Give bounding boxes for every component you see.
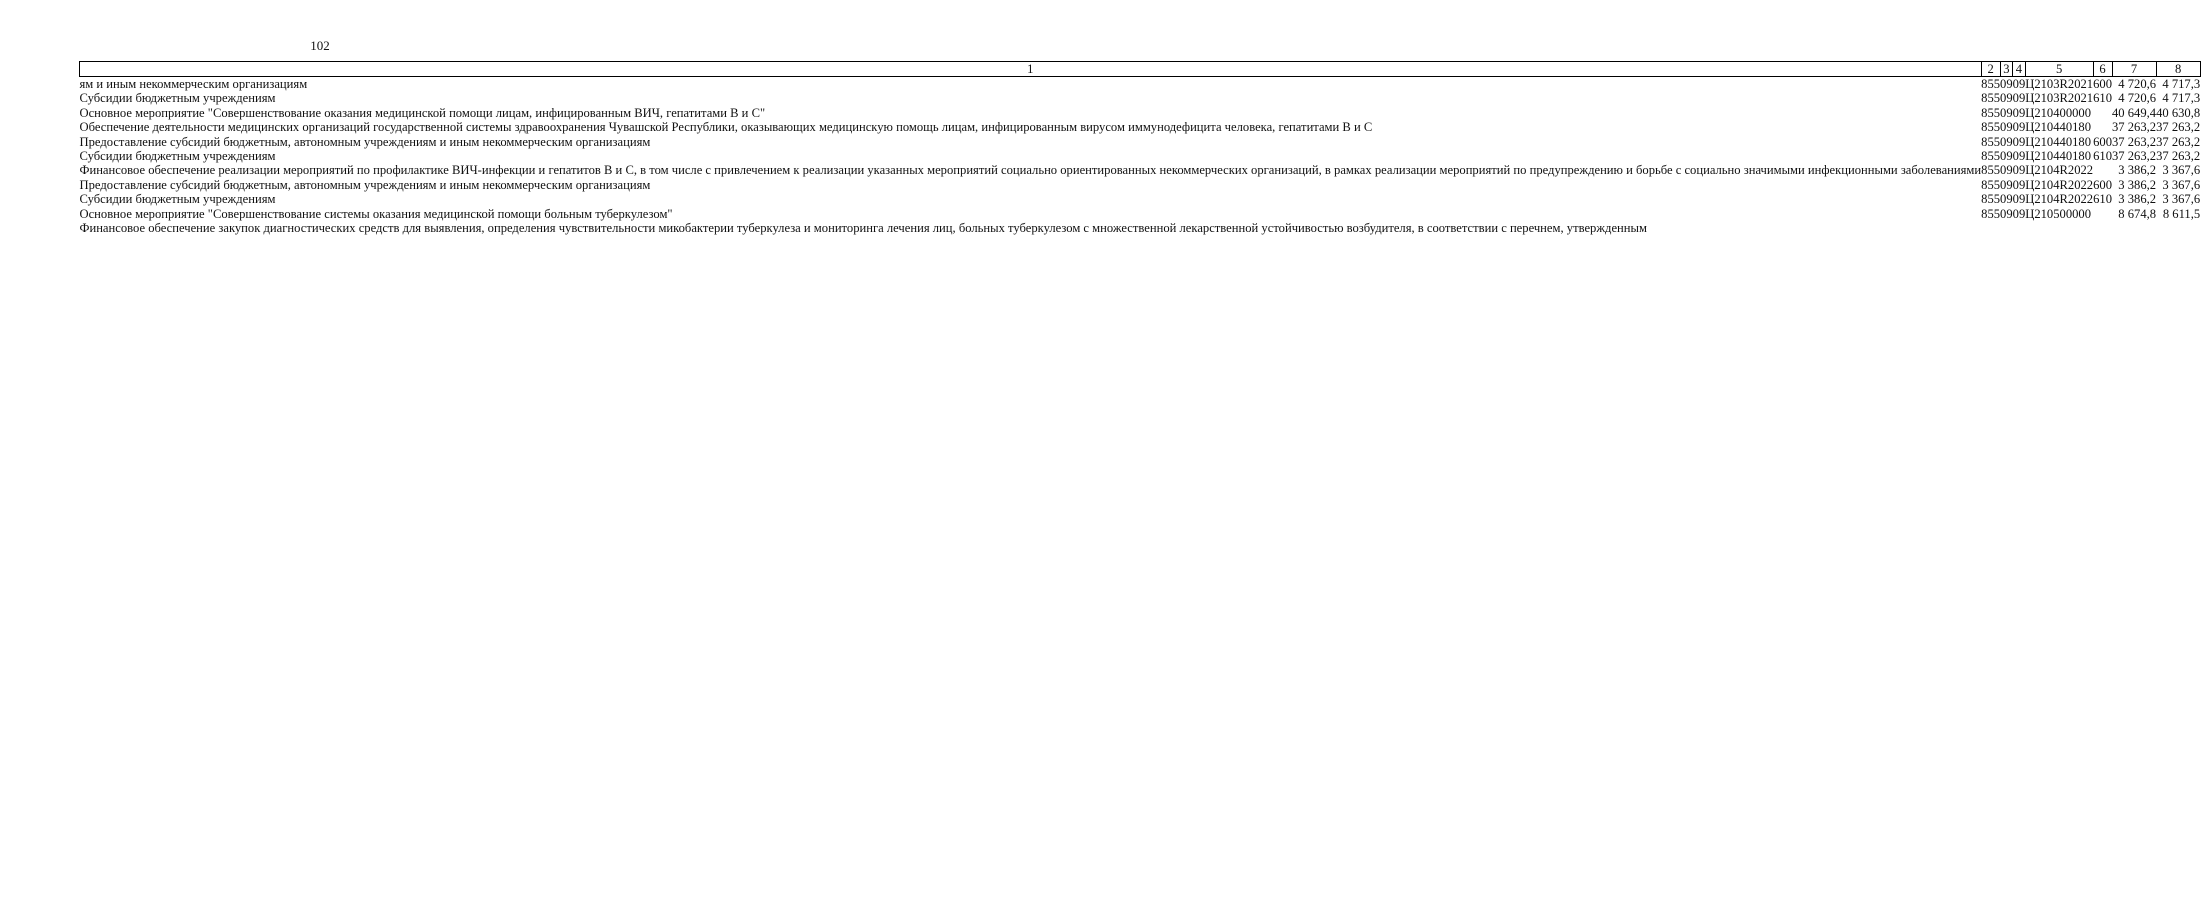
row-section: 09 xyxy=(2000,134,2013,149)
row-ministry: 855 xyxy=(1981,105,2001,120)
row-section: 09 xyxy=(2000,91,2013,106)
row-name: Основное мероприятие "Совершенствование оказания медицинской помощи лицам, инфицированным ВИЧ, гепатитами В и С" xyxy=(79,105,766,120)
header-col-2: 2 xyxy=(1981,62,2000,77)
header-col-5: 5 xyxy=(2025,62,2093,77)
row-plan-amount: 37 263,2 xyxy=(2112,134,2157,149)
row-target-code: Ц2103R2021 xyxy=(2025,77,2094,91)
row-subsection: 09 xyxy=(2012,192,2026,207)
row-target-code: Ц2104R2022 xyxy=(2025,192,2094,207)
row-ministry: 855 xyxy=(1981,91,2001,106)
row-expense-type: 610 xyxy=(2093,149,2112,164)
row-expense-type xyxy=(2093,106,2112,120)
row-subsection: 09 xyxy=(2012,105,2026,120)
table-row xyxy=(80,135,2201,149)
row-subsection: 09 xyxy=(2012,206,2026,221)
row-plan-amount: 3 386,2 xyxy=(2118,163,2157,178)
table-row xyxy=(80,178,2201,192)
table-row xyxy=(80,163,2201,177)
row-ministry: 855 xyxy=(1981,206,2001,221)
row-ministry: 855 xyxy=(1981,163,2001,178)
row-name: Предоставление субсидий бюджетным, автономным учреждениям и иным некоммерческим организациям xyxy=(79,177,651,192)
row-actual-amount: 37 263,2 xyxy=(2156,134,2201,149)
row-expense-type: 600 xyxy=(2093,134,2112,149)
header-col-7: 7 xyxy=(2112,62,2156,77)
row-plan-amount: 4 720,6 xyxy=(2118,91,2157,106)
row-expense-type xyxy=(2093,163,2112,177)
header-col-6: 6 xyxy=(2093,62,2112,77)
row-subsection: 09 xyxy=(2012,177,2026,192)
row-target-code: Ц210400000 xyxy=(2025,105,2092,120)
row-name: ям и иным некоммерческим организациям xyxy=(79,77,308,91)
row-section: 09 xyxy=(2000,177,2013,192)
row-actual-amount: 4 717,3 xyxy=(2162,77,2201,91)
row-name: Предоставление субсидий бюджетным, автономным учреждениям и иным некоммерческим организациям xyxy=(79,134,651,149)
row-name: Субсидии бюджетным учреждениям xyxy=(79,91,276,106)
table-header-row xyxy=(80,62,2201,77)
table-row xyxy=(80,91,2201,105)
row-subsection: 09 xyxy=(2012,149,2026,164)
row-actual-amount: 40 630,8 xyxy=(2156,105,2201,120)
row-target-code: Ц2104R2022 xyxy=(2025,177,2094,192)
row-target-code: Ц210440180 xyxy=(2025,134,2092,149)
row-ministry: 855 xyxy=(1981,120,2001,135)
row-section: 09 xyxy=(2000,105,2013,120)
row-target-code xyxy=(2025,221,2093,235)
row-subsection: 09 xyxy=(2012,163,2026,178)
table-row xyxy=(80,106,2201,120)
row-actual-amount xyxy=(2156,221,2200,235)
row-ministry xyxy=(1981,221,2000,235)
row-plan-amount: 4 720,6 xyxy=(2118,77,2157,91)
row-target-code: Ц210440180 xyxy=(2025,120,2092,135)
table-row xyxy=(80,192,2201,206)
row-subsection: 09 xyxy=(2012,120,2026,135)
row-section: 09 xyxy=(2000,120,2013,135)
row-actual-amount: 3 367,6 xyxy=(2162,192,2201,207)
row-name: Основное мероприятие "Совершенствование системы оказания медицинской помощи больным туберкулезом" xyxy=(79,206,673,221)
row-plan-amount: 3 386,2 xyxy=(2118,177,2157,192)
row-subsection: 09 xyxy=(2012,91,2026,106)
row-actual-amount: 3 367,6 xyxy=(2162,177,2201,192)
table-row xyxy=(80,77,2201,92)
row-expense-type: 610 xyxy=(2093,91,2112,106)
row-target-code: Ц210440180 xyxy=(2025,149,2092,164)
page-number: 102 xyxy=(310,38,330,53)
table-row xyxy=(80,207,2201,221)
row-expense-type: 600 xyxy=(2093,77,2112,91)
header-col-1: 1 xyxy=(80,62,1982,77)
row-section: 09 xyxy=(2000,206,2013,221)
row-name: Субсидии бюджетным учреждениям xyxy=(79,149,276,164)
row-name: Обеспечение деятельности медицинских организаций государственной системы здравоохранения Чувашской Республики, оказывающих медицинскую помощь лицам, инфицированным вирусом иммунодефицита человека, гепатитами В и С xyxy=(79,120,1373,135)
row-actual-amount: 37 263,2 xyxy=(2156,149,2201,164)
budget-table xyxy=(79,61,2201,235)
row-ministry: 855 xyxy=(1981,77,2001,91)
row-actual-amount: 3 367,6 xyxy=(2162,163,2201,178)
header-col-8: 8 xyxy=(2156,62,2200,77)
row-section: 09 xyxy=(2000,192,2013,207)
row-target-code: Ц2104R2022 xyxy=(2025,163,2094,178)
row-plan-amount xyxy=(2112,221,2156,235)
row-actual-amount: 8 611,5 xyxy=(2162,206,2201,221)
table-row xyxy=(80,149,2201,163)
row-plan-amount: 8 674,8 xyxy=(2118,206,2157,221)
row-section: 09 xyxy=(2000,149,2013,164)
header-col-4: 4 xyxy=(2013,62,2026,77)
row-plan-amount: 3 386,2 xyxy=(2118,192,2157,207)
row-actual-amount: 4 717,3 xyxy=(2162,91,2201,106)
row-target-code: Ц2103R2021 xyxy=(2025,91,2094,106)
row-subsection xyxy=(2013,221,2026,235)
row-section: 09 xyxy=(2000,77,2013,91)
row-plan-amount: 37 263,2 xyxy=(2112,149,2157,164)
row-expense-type: 610 xyxy=(2093,192,2112,207)
header-col-3: 3 xyxy=(2000,62,2013,77)
row-actual-amount: 37 263,2 xyxy=(2156,120,2201,135)
row-name: Субсидии бюджетным учреждениям xyxy=(79,192,276,207)
row-ministry: 855 xyxy=(1981,149,2001,164)
row-section: 09 xyxy=(2000,163,2013,178)
table-row xyxy=(80,120,2201,134)
row-ministry: 855 xyxy=(1981,134,2001,149)
row-section xyxy=(2000,221,2013,235)
row-expense-type: 600 xyxy=(2093,177,2112,192)
row-subsection: 09 xyxy=(2012,134,2026,149)
table-row xyxy=(80,221,2201,235)
row-expense-type xyxy=(2093,120,2112,134)
row-subsection: 09 xyxy=(2012,77,2026,91)
row-expense-type xyxy=(2093,207,2112,221)
row-name: Финансовое обеспечение закупок диагностических средств для выявления, определения чувствительности микобактерии туберкулеза и мониторинга лечения лиц, больных туберкулезом с множественной лекарственной устойчивостью возбудителя, в соответствии с перечнем, утвержденным xyxy=(79,221,1647,236)
row-ministry: 855 xyxy=(1981,177,2001,192)
row-plan-amount: 40 649,4 xyxy=(2112,105,2157,120)
row-target-code: Ц210500000 xyxy=(2025,206,2092,221)
row-expense-type xyxy=(2093,221,2112,235)
row-name: Финансовое обеспечение реализации мероприятий по профилактике ВИЧ-инфекции и гепатитов В и С, в том числе с привлечением к реализации указанных мероприятий социально ориентированных некоммерческих организаций, в рамках реализации мероприятий по предупреждению и борьбе с социально значимыми инфекционными заболеваниями xyxy=(79,163,1982,178)
row-ministry: 855 xyxy=(1981,192,2001,207)
row-plan-amount: 37 263,2 xyxy=(2112,120,2157,135)
